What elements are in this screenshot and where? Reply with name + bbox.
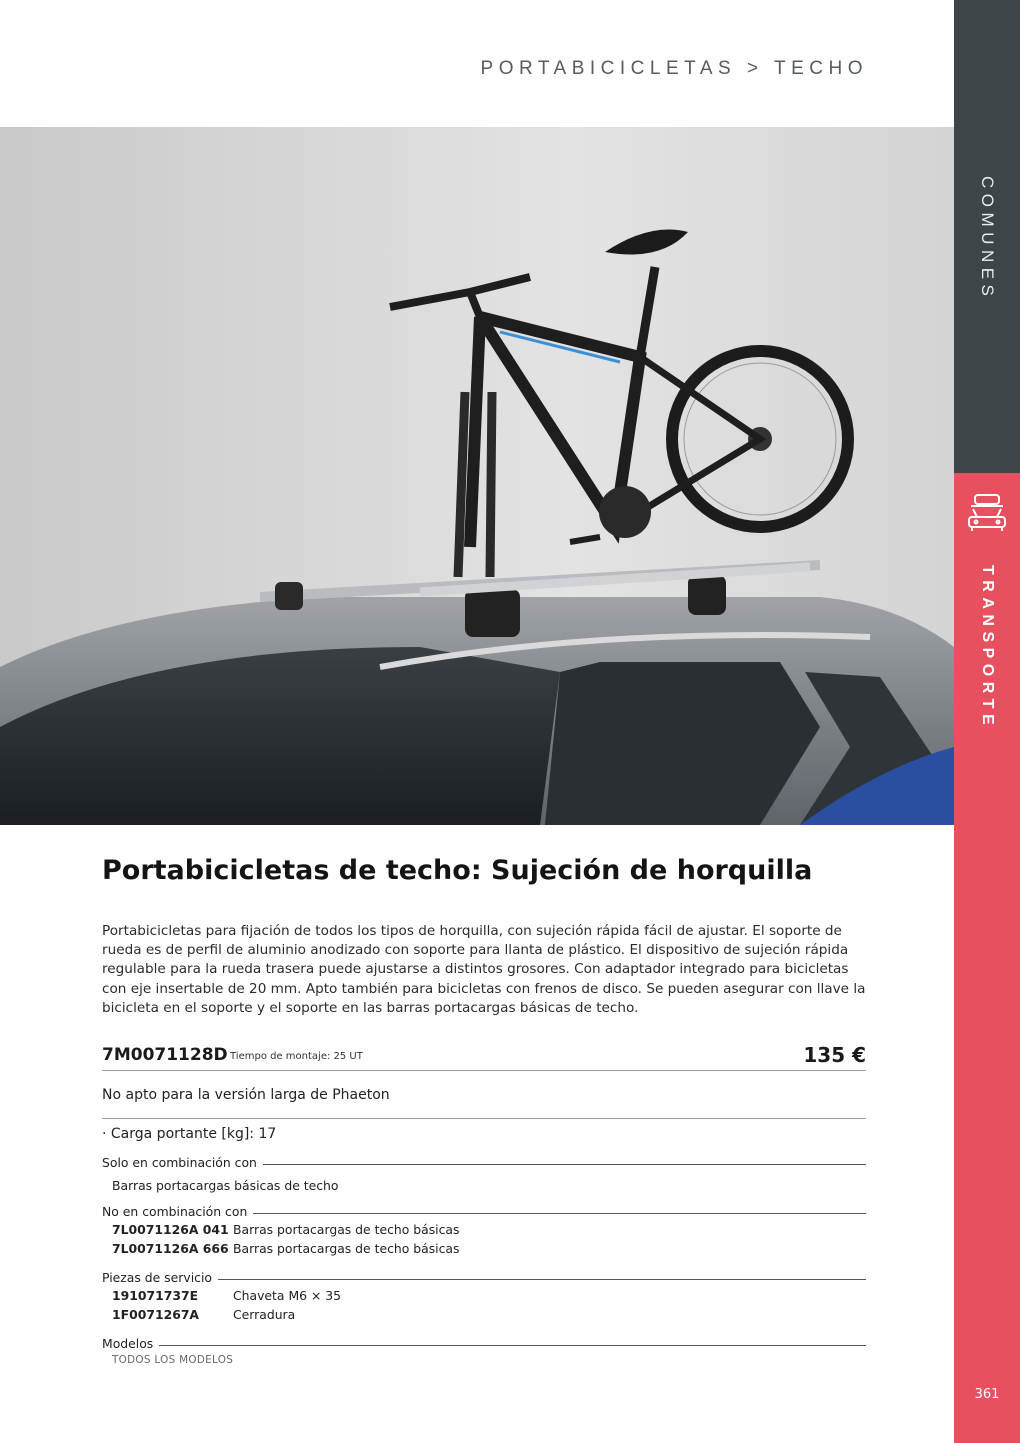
part-code: 7L0071126A 666	[112, 1241, 229, 1256]
part-desc: Chaveta M6 × 35	[233, 1288, 342, 1303]
part-code: 7L0071126A 041	[112, 1222, 229, 1237]
page-number: 361	[974, 1387, 1000, 1402]
piezas-item	[102, 1286, 866, 1305]
sidebar-section-comunes	[954, 0, 1020, 473]
car-roof-rack-icon	[965, 493, 1009, 533]
modelos-item: TODOS LOS MODELOS	[112, 1354, 234, 1366]
no-combinacion-heading-text: No en combinación con	[102, 1204, 248, 1219]
modelos-section	[102, 1336, 866, 1366]
sidebar-label-transporte: TRANSPORTE	[979, 565, 996, 731]
no-combinacion-item	[102, 1239, 866, 1258]
piezas-heading-text: Piezas de servicio	[102, 1270, 212, 1285]
part-code: 1F0071267A	[112, 1307, 200, 1322]
piezas-item	[102, 1305, 866, 1324]
breadcrumb: PORTABICICLETAS > TECHO	[480, 58, 868, 79]
product-price: 135 €	[803, 1043, 866, 1067]
product-row	[102, 1043, 866, 1071]
solo-combinacion-heading-text: Solo en combinación con	[102, 1155, 257, 1170]
product-code: 7M0071128D	[102, 1045, 228, 1065]
sidebar-section-transporte	[954, 473, 1020, 1443]
part-desc: Cerradura	[233, 1307, 296, 1322]
product-feature: · Carga portante [kg]: 17	[102, 1126, 277, 1142]
no-combinacion-item	[102, 1220, 866, 1239]
solo-combinacion-section	[102, 1155, 866, 1195]
product-photo	[0, 127, 954, 825]
part-code: 191071737E	[112, 1288, 199, 1303]
product-note-text: No apto para la versión larga de Phaeton	[102, 1087, 390, 1103]
mounting-time: Tiempo de montaje: 25 UT	[230, 1051, 363, 1062]
piezas-section	[102, 1270, 866, 1324]
sidebar-label-comunes: COMUNES	[978, 176, 997, 302]
article-title: Portabicicletas de techo: Sujeción de horquilla	[102, 855, 813, 886]
modelos-heading-text: Modelos	[102, 1336, 154, 1351]
part-desc: Barras portacargas de techo básicas	[233, 1222, 460, 1237]
piezas-heading	[102, 1270, 866, 1285]
no-combinacion-section	[102, 1204, 866, 1258]
solo-combinacion-heading	[102, 1155, 866, 1170]
no-combinacion-heading	[102, 1204, 866, 1219]
modelos-heading	[102, 1336, 866, 1351]
product-note	[102, 1085, 866, 1119]
part-desc: Barras portacargas de techo básicas	[233, 1241, 460, 1256]
solo-combinacion-item: Barras portacargas básicas de techo	[112, 1178, 339, 1193]
article-description: Portabicicletas para fijación de todos los tipos de horquilla, con sujeción rápida fácil de ajustar. El soporte de rueda es de perfil de aluminio anodizado con soporte para llanta de plástico. El dispositivo de sujeción rápida regulable para la rueda trasera puede ajustarse a distintos grosores. Con adaptador integrado para bicicletas con eje insertable de 20 mm. Apto también para bicicletas con frenos de disco. Se pueden asegurar con llave la bicicleta en el soporte y el soporte en las barras portacargas básicas de techo.	[102, 923, 866, 1016]
bike-on-roof-image	[0, 127, 954, 825]
